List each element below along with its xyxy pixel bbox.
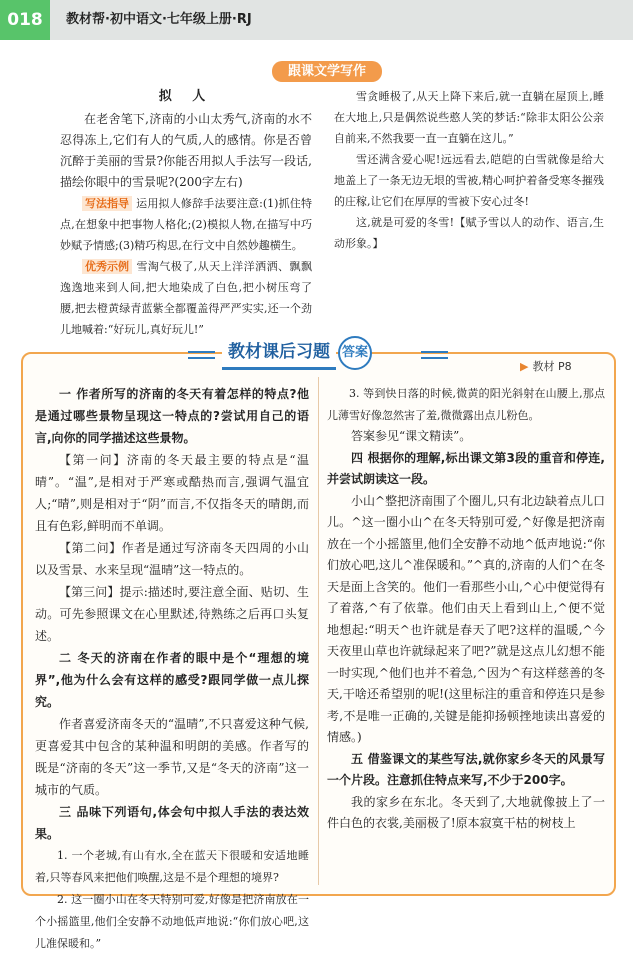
sentence-1: 1. 一个老城,有山有水,全在蓝天下很暖和安适地睡着,只等春风来把他们唤醒,这是不是个理想的境界? — [35, 849, 309, 884]
page-header — [0, 0, 633, 40]
example-p1: 雪淘气极了,从天上洋洋洒洒、飘飘逸逸地来到人间,把大地染成了白色,把小树压弯了腰,把去橙黄绿青蓝紫全都覆盖得严严实实,还一个劲儿地喊着:“好玩儿,真好玩儿!” — [60, 260, 312, 336]
textbook-page-ref — [520, 358, 572, 374]
writing-topic: 拟 人 — [158, 89, 214, 104]
title-decoration-right — [421, 351, 448, 359]
example-p3: 雪还满含爱心呢!远远看去,皑皑的白雪就像是给大地盖上了一条无边无垠的雪被,精心呵护着备受寒冬摧残的庄稼,让它们在厚厚的雪被下安心过冬! — [334, 153, 604, 208]
writing-example — [60, 256, 312, 340]
example-tag: 优秀示例 — [82, 259, 132, 274]
writing-prompt: 在老舍笔下,济南的小山太秀气,济南的水不忍得冻上,它们有人的气质,人的感情。你是否曾沉醉于美丽的雪景?你能否用拟人手法写一段话,描绘你眼中的雪景呢?(200字左右) — [60, 112, 312, 189]
example-p4: 这,就是可爱的冬雪!【赋予雪以人的动作、语言,生动形象。】 — [334, 216, 604, 250]
question-3: 三 品味下列语句,体会句中拟人手法的表达效果。 — [35, 805, 309, 841]
guide-text: 运用拟人修辞手法要注意:(1)抓住特点,在想象中把事物人格化;(2)模拟人物,在描写中巧妙赋予情感;(3)精巧构思,在行文中自然妙趣横生。 — [60, 197, 312, 252]
answer-4: 小山^整把济南围了个圈儿,只有北边缺着点儿口儿。^这一圈小山^在冬天特别可爱,^好像是把济南放在一个小摇篮里,他们全安静不动地^低声地说:“你们放心吧,这儿^准保暖和。”^真的,济南的人们^在冬天是面上含笑的。他们一看那些小山,^心中便觉得有了着落,^有了依靠。他们由天上看到山上,^便不觉地想起:“明天^也许就是春天了吧?这样的温暖,^今天夜里山草也许就绿起来了吧?”就是这点儿幻想不能一时实现,^他们也并不着急,^因为^有这样慈善的冬天,干啥还希望别的呢!(这里标注的重音和停连只是参考,不是唯一正确的,关键是能抑扬顿挫地读出喜爱的情感。) — [327, 493, 605, 744]
answer-1-part-1: 【第一问】济南的冬天最主要的特点是“温晴”。“温”,是相对于严寒或酷热而言,强调气温宜人;“晴”,则是相对于“阴”而言,不仅指冬天的晴朗,而且有色彩,鲜明而不单调。 — [35, 453, 309, 533]
book-title: 教材帮·初中语文·七年级上册·RJ — [66, 12, 252, 27]
guide-tag: 写法指导 — [82, 196, 132, 211]
triangle-icon: ▶ — [520, 360, 529, 373]
question-1: 一 作者所写的济南的冬天有着怎样的特点?他是通过哪些景物呈现这一特点的?尝试用自己的语言,向你的同学描述这些景物。 — [35, 387, 309, 445]
exercises-left-column — [35, 383, 309, 955]
sentence-3: 3. 等到快日落的时候,微黄的阳光斜射在山腰上,那点儿薄雪好像忽然害了羞,微微露出点儿粉色。 — [327, 387, 605, 422]
exercises-title: 教材课后习题 — [222, 337, 336, 370]
exercises-right-column — [327, 383, 605, 835]
exercises-title-wrap — [222, 337, 372, 369]
answer-1-part-2: 【第二问】作者是通过写济南冬天四周的小山以及雪景、水来呈现“温晴”这一特点的。 — [35, 541, 309, 577]
example-p2: 雪贪睡极了,从天上降下来后,就一直躺在屋顶上,睡在大地上,只是偶然说些憨人笑的梦话:“除非太阳公公亲自前来,不然我要一直一直躺在这儿。” — [334, 90, 604, 145]
answer-3: 答案参见“课文精读”。 — [351, 429, 472, 443]
answer-2: 作者喜爱济南冬天的“温晴”,不只喜爱这种气候,更喜爱其中包含的某种温和明朗的美感。作者写的既是“济南的冬天”这一季节,又是“冬天的济南”这一城市的气质。 — [35, 717, 309, 797]
column-divider — [318, 377, 319, 885]
writing-left-column — [60, 86, 312, 340]
writing-section-banner: 跟课文学写作 — [272, 61, 382, 82]
page-number: 018 — [0, 0, 50, 40]
answer-5: 我的家乡在东北。冬天到了,大地就像披上了一件白色的衣裳,美丽极了!原本寂寞干枯的树枝上 — [327, 794, 605, 830]
answer-badge: 答案 — [338, 336, 372, 370]
question-5: 五 借鉴课文的某些写法,就你家乡冬天的风景写一个片段。注意抓住特点来写,不少于200字。 — [327, 751, 605, 787]
title-decoration-left — [188, 351, 215, 359]
question-2: 二 冬天的济南在作者的眼中是个“理想的境界”,他为什么会有这样的感受?跟同学做一点儿探究。 — [35, 651, 309, 709]
question-4: 四 根据你的理解,标出课文第3段的重音和停连,并尝试朗读这一段。 — [327, 450, 605, 486]
page-ref-text: 教材 P8 — [532, 360, 572, 373]
writing-guide — [60, 193, 312, 256]
writing-right-column — [334, 86, 604, 254]
answer-1-part-3: 【第三问】提示:描述时,要注意全面、贴切、生动。可先参照课文在心里默述,待熟练之后再口头复述。 — [35, 585, 309, 643]
sentence-2: 2. 这一圈小山在冬天特别可爱,好像是把济南放在一个小摇篮里,他们全安静不动地低声地说:“你们放心吧,这儿准保暖和。” — [35, 893, 309, 950]
